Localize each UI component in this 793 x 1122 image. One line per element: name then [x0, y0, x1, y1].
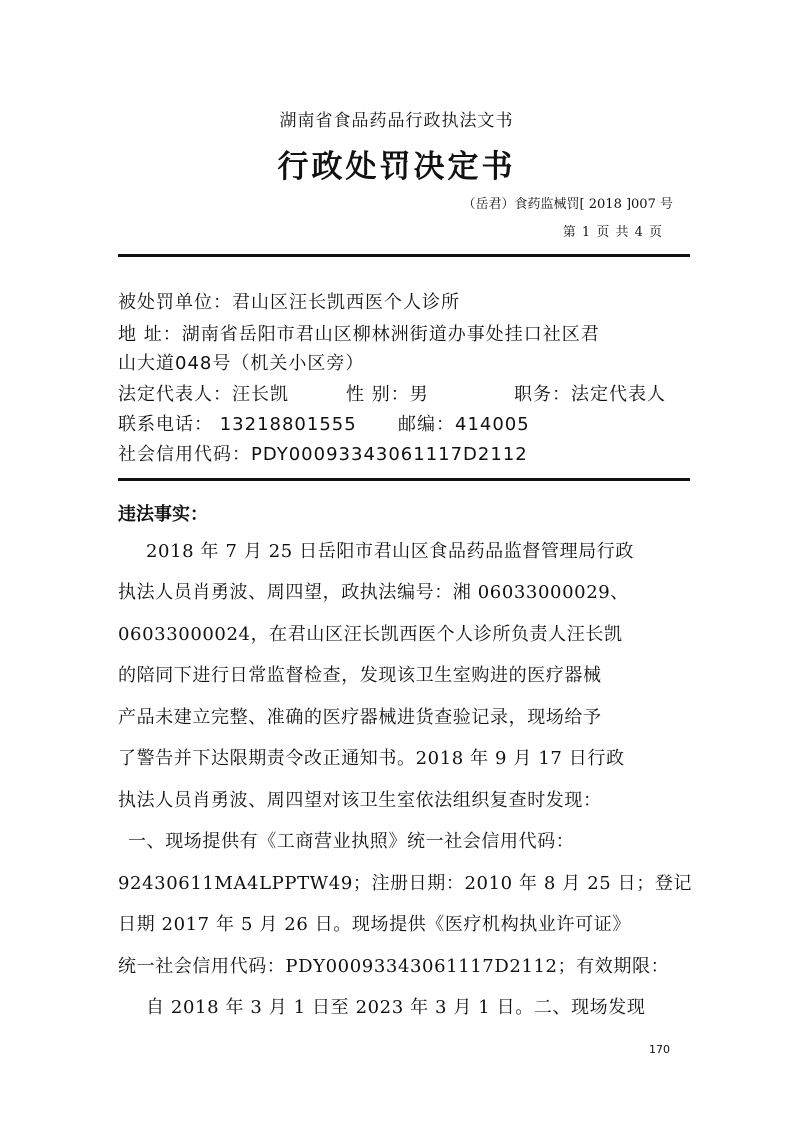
party-address-line-1: 地 址：湖南省岳阳市君山区柳林洲街道办事处挂口社区君 — [118, 324, 600, 345]
facts-line: 一、现场提供有《工商营业执照》统一社会信用代码： — [128, 831, 575, 852]
document-title: 行政处罚决定书 — [277, 149, 516, 185]
facts-line: 统一社会信用代码：PDY00093343061117D2112；有效期限： — [118, 956, 670, 977]
facts-line: 了警告并下达限期责令改正通知书。2018 年 9 月 17 日行政 — [118, 748, 625, 769]
party-name: 被处罚单位：君山区汪长凯西医个人诊所 — [118, 292, 460, 313]
position: 职务：法定代表人 — [514, 384, 666, 405]
facts-line: 产品未建立完整、准确的医疗器械进货查验记录，现场给予 — [118, 707, 602, 728]
section-heading-facts: 违法事实： — [118, 504, 208, 525]
facts-line: 执法人员肖勇波、周四望，政执法编号：湘 06033000029、 — [118, 582, 629, 603]
document-number: （岳君）食药监械罚[ 2018 ]007 号 — [462, 197, 673, 212]
section-divider — [118, 478, 690, 481]
legal-representative: 法定代表人：汪长凯 — [118, 384, 289, 405]
page-number: 170 — [649, 1043, 670, 1056]
postcode: 邮编：414005 — [398, 414, 530, 435]
facts-line: 92430611MA4LPPTW49；注册日期：2010 年 8 月 25 日；登记 — [118, 873, 693, 894]
issuing-authority: 湖南省食品药品行政执法文书 — [279, 111, 514, 131]
facts-line: 2018 年 7 月 25 日岳阳市君山区食品药品监督管理局行政 — [146, 541, 634, 562]
facts-line: 的陪同下进行日常监督检查，发现该卫生室购进的医疗器械 — [118, 665, 602, 686]
facts-line: 日期 2017 年 5 月 26 日。现场提供《医疗机构执业许可证》 — [118, 914, 631, 935]
page-info: 第 1 页 共 4 页 — [562, 225, 663, 240]
party-address-line-2: 山大道048号（机关小区旁） — [118, 353, 365, 374]
header-divider — [118, 254, 690, 257]
facts-line: 执法人员肖勇波、周四望对该卫生室依法组织复查时发现： — [118, 790, 602, 811]
facts-line: 06033000024，在君山区汪长凯西医个人诊所负责人汪长凯 — [118, 624, 623, 645]
gender: 性 别：男 — [346, 384, 429, 405]
facts-line: 自 2018 年 3 月 1 日至 2023 年 3 月 1 日。二、现场发现 — [146, 997, 646, 1018]
contact-phone: 联系电话： 13218801555 — [118, 414, 357, 435]
social-credit-code: 社会信用代码：PDY00093343061117D2112 — [118, 444, 528, 465]
